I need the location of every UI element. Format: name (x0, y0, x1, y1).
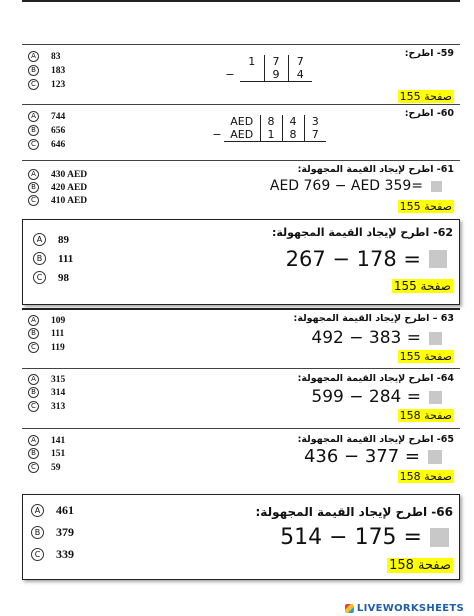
option-b[interactable] (28, 182, 87, 193)
option-b[interactable] (33, 252, 73, 265)
digit: 1 (260, 128, 282, 142)
question-title: 65- اطرح لإيجاد القيمة المجهولة: (297, 434, 454, 445)
option-b-bubble[interactable]: B (28, 125, 39, 136)
option-a-value: 430 AED (51, 169, 88, 180)
question-61 (22, 160, 460, 218)
digit: 3 (311, 115, 319, 128)
option-a[interactable] (28, 374, 65, 385)
question-title: 62- اطرح لإيجاد القيمة المجهولة: (271, 226, 453, 239)
question-title: 64- اطرح لإيجاد القيمة المجهولة: (297, 373, 454, 384)
option-b-value: 656 (51, 125, 66, 136)
question-title: 61- اطرح لإيجاد القيمة المجهولة: (297, 164, 454, 175)
answer-box[interactable] (430, 528, 449, 547)
digit: 4 (296, 68, 304, 81)
question-62 (22, 219, 460, 305)
logo-icon (345, 604, 354, 613)
option-c-bubble[interactable]: C (28, 401, 39, 412)
option-a-bubble[interactable]: A (28, 111, 39, 122)
option-c-value: 339 (56, 547, 74, 561)
option-b-bubble[interactable]: B (28, 387, 39, 398)
page-reference: صفحة 155 (393, 279, 451, 293)
option-c-bubble[interactable]: C (28, 139, 39, 150)
answer-box[interactable] (429, 332, 442, 345)
digit: 4 (282, 115, 304, 128)
option-b[interactable] (28, 328, 64, 339)
option-a-bubble[interactable]: A (31, 504, 44, 517)
option-b-bubble[interactable]: B (33, 252, 46, 265)
option-b-value: 151 (51, 448, 66, 459)
option-c-value: 410 AED (51, 195, 88, 206)
option-c-value: 313 (51, 401, 66, 412)
digit: 9 (264, 68, 288, 82)
question-title: 60- اطرح: (404, 108, 454, 119)
digit: 1 (240, 55, 264, 68)
option-c-value: 646 (51, 139, 66, 150)
option-c-bubble[interactable]: C (28, 342, 39, 353)
digit: 7 (296, 55, 304, 68)
option-b-value: 111 (51, 328, 65, 339)
option-a-value: 315 (51, 374, 66, 385)
page-reference: صفحة 158 (399, 409, 452, 422)
option-b-value: 314 (51, 387, 66, 398)
question-66 (22, 494, 460, 580)
option-a-bubble[interactable]: A (28, 315, 39, 326)
option-c[interactable] (33, 271, 69, 284)
option-b-bubble[interactable]: B (28, 448, 39, 459)
answer-box[interactable] (429, 391, 442, 404)
question-title: 63 – اطرح لإيجاد القيمة المجهولة: (293, 313, 454, 324)
digit: 8 (282, 128, 304, 142)
expression-text: 267 − 178 = (285, 247, 421, 271)
option-a-bubble[interactable]: A (28, 374, 39, 385)
question-65 (22, 428, 460, 490)
question-title: 59- اطرح: (404, 48, 454, 59)
option-c-value: 123 (51, 79, 66, 90)
option-c[interactable] (28, 79, 65, 90)
option-b-bubble[interactable]: B (31, 526, 44, 539)
option-b-value: 420 AED (51, 182, 88, 193)
minus-sign: − (225, 68, 235, 82)
expression-text: AED 769 − AED 359= (269, 178, 423, 194)
option-a[interactable] (33, 233, 69, 246)
expression-text: 436 − 377 = (303, 446, 420, 467)
expression-text: 599 − 284 = (311, 387, 421, 407)
page-reference: صفحة 158 (389, 558, 451, 573)
subtraction-expression (280, 525, 449, 550)
question-60 (22, 104, 460, 160)
subtraction-expression (304, 446, 442, 467)
option-c[interactable] (28, 342, 65, 353)
column-subtraction (220, 55, 312, 88)
answer-box[interactable] (431, 181, 442, 192)
option-b[interactable] (28, 125, 65, 136)
option-a-value: 83 (51, 51, 61, 62)
digit: 7 (264, 55, 288, 68)
option-c-bubble[interactable]: C (28, 462, 39, 473)
option-a-value: 109 (51, 315, 66, 326)
liveworksheets-logo[interactable] (345, 603, 464, 614)
subtraction-expression (311, 328, 442, 348)
option-a-value: 744 (51, 111, 66, 122)
option-a-bubble[interactable]: A (28, 435, 39, 446)
option-b-value: 379 (56, 525, 74, 539)
expression-text: 492 − 383 = (311, 328, 421, 348)
subtraction-expression (311, 387, 442, 407)
option-a-bubble[interactable]: A (33, 233, 46, 246)
option-a[interactable] (31, 503, 74, 518)
option-b-value: 183 (51, 65, 66, 76)
option-a-value: 461 (56, 503, 74, 517)
option-c[interactable] (31, 547, 74, 562)
option-c-value: 119 (51, 342, 65, 353)
question-63 (22, 308, 460, 366)
option-a[interactable] (28, 315, 65, 326)
minus-sign: − (212, 128, 222, 142)
option-b-bubble[interactable]: B (28, 328, 39, 339)
subtraction-expression (270, 178, 442, 194)
digit: 8 (260, 115, 282, 128)
option-c[interactable] (28, 195, 87, 206)
option-a-value: 141 (51, 435, 66, 446)
option-c-bubble[interactable]: C (33, 271, 46, 284)
expression-text: 514 − 175 = (280, 525, 422, 550)
unit-label: AED (224, 128, 260, 142)
question-59 (22, 44, 460, 104)
option-c[interactable] (28, 401, 65, 412)
option-a-value: 89 (58, 233, 69, 246)
option-b-bubble[interactable]: B (28, 182, 39, 193)
option-c-bubble[interactable]: C (28, 195, 39, 206)
question-title: 66- اطرح لإيجاد القيمة المجهولة: (255, 505, 453, 519)
answer-box[interactable] (428, 450, 442, 464)
answer-box[interactable] (429, 250, 447, 268)
option-c-bubble[interactable]: C (31, 548, 44, 561)
page-reference: صفحة 158 (399, 470, 452, 483)
page-reference: صفحة 155 (399, 350, 452, 363)
option-b-value: 111 (58, 252, 74, 265)
option-c[interactable] (28, 139, 65, 150)
option-a[interactable] (28, 111, 65, 122)
logo-text: LIVEWORKSHEETS (356, 603, 464, 614)
option-b[interactable] (31, 525, 74, 540)
option-b-bubble[interactable]: B (28, 65, 39, 76)
option-a[interactable] (28, 435, 65, 446)
footer (0, 602, 474, 616)
unit-label: AED (224, 115, 260, 128)
option-c[interactable] (28, 462, 61, 473)
option-b[interactable] (28, 448, 65, 459)
option-a-bubble[interactable]: A (28, 169, 39, 180)
option-c-value: 59 (51, 462, 61, 473)
option-b[interactable] (28, 387, 65, 398)
option-a[interactable] (28, 169, 87, 180)
question-64 (22, 368, 460, 426)
page-reference: صفحة 155 (399, 200, 452, 213)
column-subtraction (210, 115, 326, 146)
option-a-bubble[interactable]: A (28, 51, 39, 62)
option-c-bubble[interactable]: C (28, 79, 39, 90)
option-c-value: 98 (58, 271, 69, 284)
option-b[interactable] (28, 65, 65, 76)
page-reference: صفحة 155 (399, 90, 452, 103)
option-a[interactable] (28, 51, 61, 62)
subtraction-expression (286, 247, 447, 271)
top-rule (22, 0, 460, 2)
digit: 7 (311, 128, 319, 141)
